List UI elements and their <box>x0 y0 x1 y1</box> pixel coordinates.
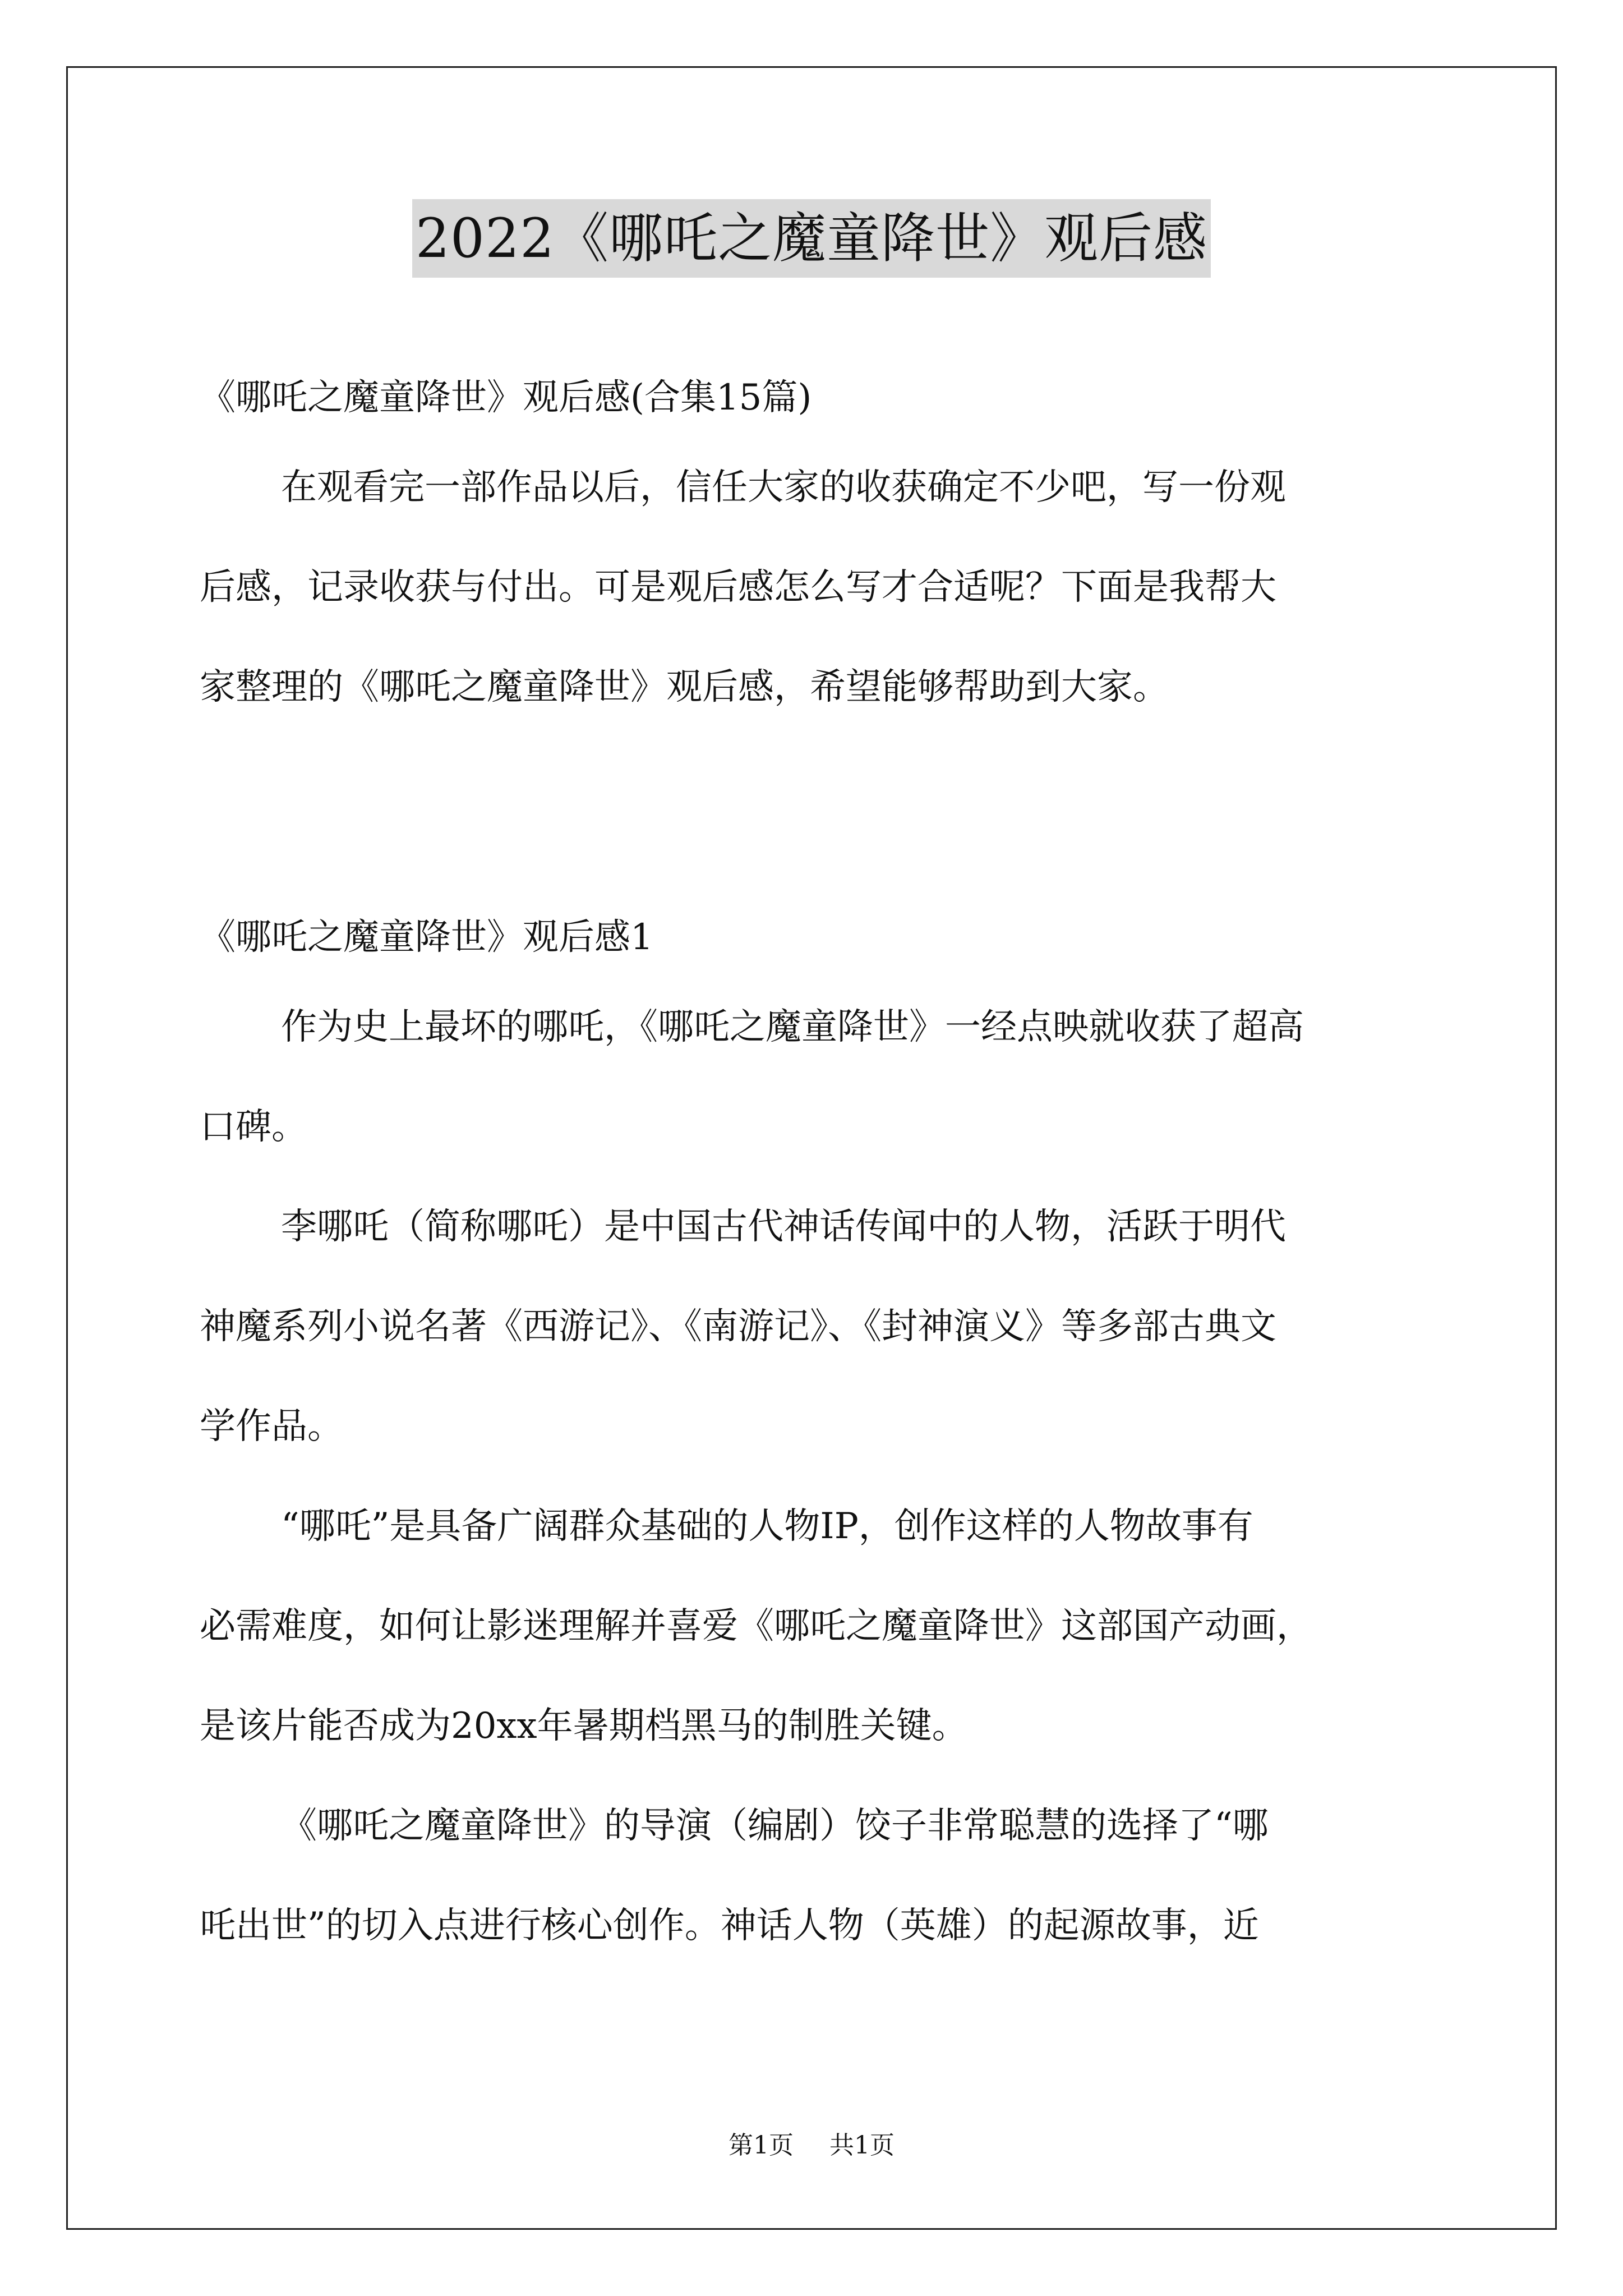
body-paragraph-3 <box>200 1476 1433 1776</box>
page-number: 第1页 <box>728 2131 794 2160</box>
paragraph-line: 家整理的《哪吒之魔童降世》观后感，希望能够帮助到大家。 <box>200 666 1169 708</box>
paragraph-line: 吒出世”的切入点进行核心创作。神话人物（英雄）的起源故事，近 <box>200 1905 1259 1947</box>
document-subtitle: 《哪吒之魔童降世》观后感(合集15篇) <box>200 377 812 418</box>
paragraph-line: 是该片能否成为20xx年暑期档黑马的制胜关键。 <box>200 1705 968 1747</box>
paragraph-line: 在观看完一部作品以后，信任大家的收获确定不少吧，写一份观 <box>281 467 1286 508</box>
page-total: 共1页 <box>829 2131 895 2160</box>
title-area <box>0 199 1623 278</box>
paragraph-line: 学作品。 <box>200 1406 343 1447</box>
paragraph-line: 神魔系列小说名著《西游记》、《南游记》、《封神演义》等多部古典文 <box>200 1306 1276 1347</box>
paragraph-line: 《哪吒之魔童降世》的导演（编剧）饺子非常聪慧的选择了“哪 <box>281 1805 1269 1847</box>
body-paragraph-4 <box>200 1776 1433 1976</box>
document-title: 2022《哪吒之魔童降世》观后感 <box>412 199 1211 278</box>
page-footer <box>0 2129 1623 2162</box>
paragraph-line: 必需难度，如何让影迷理解并喜爱《哪吒之魔童降世》这部国产动画， <box>200 1605 1312 1647</box>
paragraph-line: 作为史上最坏的哪吒，《哪吒之魔童降世》一经点映就收获了超高 <box>281 1006 1304 1048</box>
body-paragraph-2 <box>200 1177 1433 1476</box>
paragraph-line: 后感，记录收获与付出。可是观后感怎么写才合适呢？下面是我帮大 <box>200 567 1276 608</box>
section-heading: 《哪吒之魔童降世》观后感1 <box>200 917 653 958</box>
body-paragraph-1 <box>200 977 1433 1177</box>
paragraph-line: 口碑。 <box>200 1106 307 1148</box>
paragraph-line: “哪吒”是具备广阔群众基础的人物IP，创作这样的人物故事有 <box>281 1506 1253 1547</box>
intro-paragraph <box>200 438 1433 737</box>
paragraph-line: 李哪吒（简称哪吒）是中国古代神话传闻中的人物，活跃于明代 <box>281 1206 1286 1248</box>
